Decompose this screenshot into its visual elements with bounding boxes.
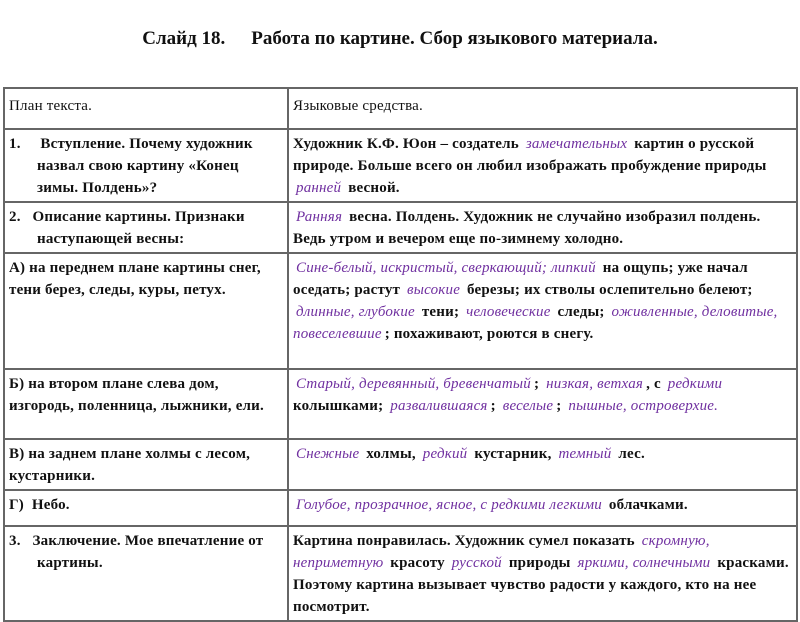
language-means-cell <box>288 526 797 621</box>
text-segment: облачками. <box>604 497 688 513</box>
highlighted-word: человеческие <box>463 304 553 320</box>
highlighted-word: Ранняя <box>293 209 345 225</box>
header-language-means: Языковые средства. <box>288 88 797 129</box>
table-header-row <box>4 88 797 129</box>
language-means-cell <box>288 253 797 369</box>
table-row <box>4 253 797 369</box>
highlighted-word: замечательных <box>523 136 630 152</box>
highlighted-word: редкими <box>665 376 725 392</box>
text-segment: природы <box>504 555 575 571</box>
text-segment: весной. <box>344 180 400 196</box>
table-row <box>4 369 797 439</box>
text-segment: весна. Полдень. Художник не случайно изобразил полдень. Ведь утром и вечером еще по-зимнему холодно. <box>293 209 761 247</box>
header-plan: План текста. <box>4 88 288 129</box>
table-row <box>4 129 797 202</box>
text-segment: следы; <box>553 304 609 320</box>
table-row <box>4 202 797 253</box>
text-segment: тени; <box>417 304 464 320</box>
slide-heading: Работа по картине. Сбор языкового материала. <box>251 28 658 49</box>
plan-cell <box>4 202 288 253</box>
text-segment: кустарник, <box>470 446 556 462</box>
plan-cell <box>4 369 288 439</box>
text-segment: ; похаживают, роются в снегу. <box>384 326 594 342</box>
highlighted-word: яркими, солнечными <box>575 555 714 571</box>
text-segment: ; <box>533 376 544 392</box>
language-means-cell <box>288 490 797 526</box>
text-segment: на ощупь; уже начал оседать; растут <box>293 260 748 298</box>
text-segment: красками. Поэтому картина вызывает чувство радости у каждого, кто на нее посмотрит. <box>293 555 789 615</box>
highlighted-word: Снежные <box>293 446 362 462</box>
highlighted-word: скромную, неприметную <box>293 533 710 571</box>
language-means-cell <box>288 439 797 490</box>
plan-text: Г) Небо. <box>9 497 70 513</box>
text-segment: колышками; <box>293 398 388 414</box>
plan-cell <box>4 526 288 621</box>
highlighted-word: веселые <box>500 398 556 414</box>
text-segment: картин о русской природе. Больше всего он любил изображать пробуждение природы <box>293 136 767 174</box>
text-segment: , с <box>646 376 665 392</box>
plan-text: Б) на втором плане слева дом, изгородь, поленница, лыжники, ели. <box>9 376 264 414</box>
highlighted-word: пышные, островерхие. <box>565 398 721 414</box>
language-means-cell <box>288 129 797 202</box>
text-segment: Картина понравилась. Художник сумел показать <box>293 533 639 549</box>
slide-title <box>0 28 800 50</box>
highlighted-word: развалившаяся <box>387 398 490 414</box>
highlighted-word: длинные, глубокие <box>293 304 418 320</box>
language-means-cell <box>288 202 797 253</box>
highlighted-word: темный <box>555 446 614 462</box>
plan-text: 2. Описание картины. Признаки наступающей весны: <box>9 209 245 247</box>
language-material-table <box>3 87 798 622</box>
highlighted-word: редкий <box>420 446 471 462</box>
text-segment: ; <box>490 398 500 414</box>
slide-number: Слайд 18. <box>142 28 226 49</box>
table-row <box>4 526 797 621</box>
plan-cell <box>4 439 288 490</box>
plan-text: 3. Заключение. Мое впечатление от картины. <box>9 533 264 571</box>
highlighted-word: оживленные, деловитые, повеселевшие <box>293 304 778 342</box>
plan-text: В) на заднем плане холмы с лесом, кустарники. <box>9 446 251 484</box>
highlighted-word: русской <box>449 555 505 571</box>
table-row <box>4 439 797 490</box>
text-segment: холмы, <box>362 446 420 462</box>
highlighted-word: высокие <box>404 282 463 298</box>
highlighted-word: ранней <box>293 180 344 196</box>
text-segment: Художник К.Ф. Юон – создатель <box>293 136 523 152</box>
text-segment: красоту <box>386 555 449 571</box>
plan-text: 1. Вступление. Почему художник назвал свою картину «Конец зимы. Полдень»? <box>9 136 253 196</box>
text-segment: лес. <box>614 446 645 462</box>
plan-cell <box>4 253 288 369</box>
highlighted-word: Старый, деревянный, бревенчатый <box>293 376 534 392</box>
language-means-cell <box>288 369 797 439</box>
text-segment: ; <box>556 398 566 414</box>
plan-cell <box>4 490 288 526</box>
text-segment: березы; их стволы ослепительно белеют; <box>463 282 753 298</box>
highlighted-word: Голубое, прозрачное, ясное, с редкими легкими <box>293 497 605 513</box>
highlighted-word: низкая, ветхая <box>543 376 646 392</box>
table-row <box>4 490 797 526</box>
plan-text: А) на переднем плане картины снег, тени берез, следы, куры, петух. <box>9 260 261 298</box>
plan-cell <box>4 129 288 202</box>
highlighted-word: Сине-белый, искристый, сверкающий; липкий <box>293 260 599 276</box>
